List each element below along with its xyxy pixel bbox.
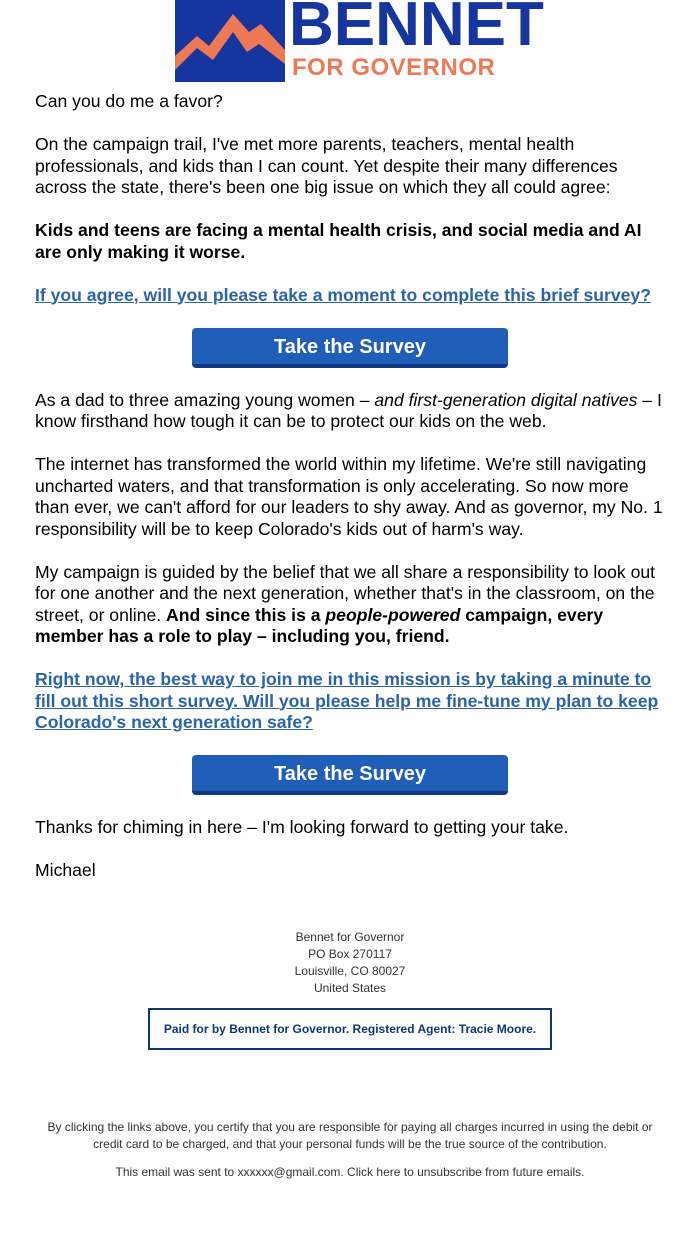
paragraph-campaign-belief	[35, 562, 665, 648]
address-line-2: PO Box 270117	[308, 947, 392, 961]
paragraph-belief-start: My campaign is guided by the belief that we all share a responsibility to look out for one another and the next generation, whether that's in the classroom, on the street, or online.	[35, 561, 656, 625]
paragraph-thanks: Thanks for chiming in here – I'm looking forward to getting your take.	[35, 817, 569, 837]
paragraph-internet: The internet has transformed the world within my lifetime. We're still navigating uncharted waters, and that transformation is only accelerating. So now more than ever, we can't afford for our leaders to shy away. And as governor, my No. 1 responsibility will be to keep Colorado's kids out of harm's way.	[35, 454, 663, 539]
button-wrapper-1	[35, 328, 665, 368]
paragraph-mental-health-crisis: Kids and teens are facing a mental health crisis, and social media and AI are only making it worse.	[35, 220, 642, 262]
paragraph-belief-bold-italic: people-powered	[325, 604, 461, 625]
button-wrapper-2	[35, 755, 665, 795]
bennet-for-governor-logo	[175, 0, 544, 82]
legal-disclaimer: By clicking the links above, you certify that you are responsible for paying all charges incurred in using the debit or credit card to be charged, and that your personal funds will be the true source of the contribution.	[47, 1120, 653, 1151]
email-body	[35, 91, 665, 903]
paragraph-dad-start: As a dad to three amazing young women –	[35, 389, 375, 410]
mailing-address	[0, 929, 700, 997]
address-line-4: United States	[313, 981, 387, 995]
paragraph-belief-bold-end: campaign, every member has a role to play – including you, friend.	[35, 604, 604, 646]
paid-for-disclaimer: Paid for by Bennet for Governor. Registered Agent: Tracie Moore.	[148, 1008, 552, 1050]
address-line-1: Bennet for Governor	[295, 930, 405, 944]
paragraph-dad-italic: and first-generation digital natives	[374, 389, 638, 410]
logo-tagline-text: FOR GOVERNOR	[292, 54, 496, 81]
paragraph-dad	[35, 390, 665, 433]
survey-link-1[interactable]: If you agree, will you please take a moment to complete this brief survey?	[35, 284, 651, 305]
take-survey-button-2[interactable]: Take the Survey	[192, 755, 508, 795]
signature-text: Michael	[35, 860, 96, 880]
paragraph-belief-bold-start: And since this is a	[166, 604, 326, 625]
unsubscribe-notice[interactable]: This email was sent to xxxxxx@gmail.com. Click here to unsubscribe from future emails.	[115, 1165, 585, 1179]
paragraph-dad-end: – I know firsthand how tough it can be to protect our kids on the web.	[35, 389, 662, 431]
greeting-text: Can you do me a favor?	[35, 91, 223, 111]
take-survey-button-1[interactable]: Take the Survey	[192, 328, 508, 368]
survey-link-2[interactable]: Right now, the best way to join me in this mission is by taking a minute to fill out this short survey. Will you please help me fine-tune my plan to keep Colorado's next generation safe?	[35, 669, 659, 732]
paragraph-campaign-trail: On the campaign trail, I've met more parents, teachers, mental health professionals, and kids than I can count. Yet despite their many differences across the state, there's been one big issue on which they all could agree:	[35, 134, 618, 197]
address-line-3: Louisville, CO 80027	[294, 964, 406, 978]
logo-name-text: BENNET	[289, 0, 544, 59]
colorado-mountain-icon	[175, 0, 285, 82]
